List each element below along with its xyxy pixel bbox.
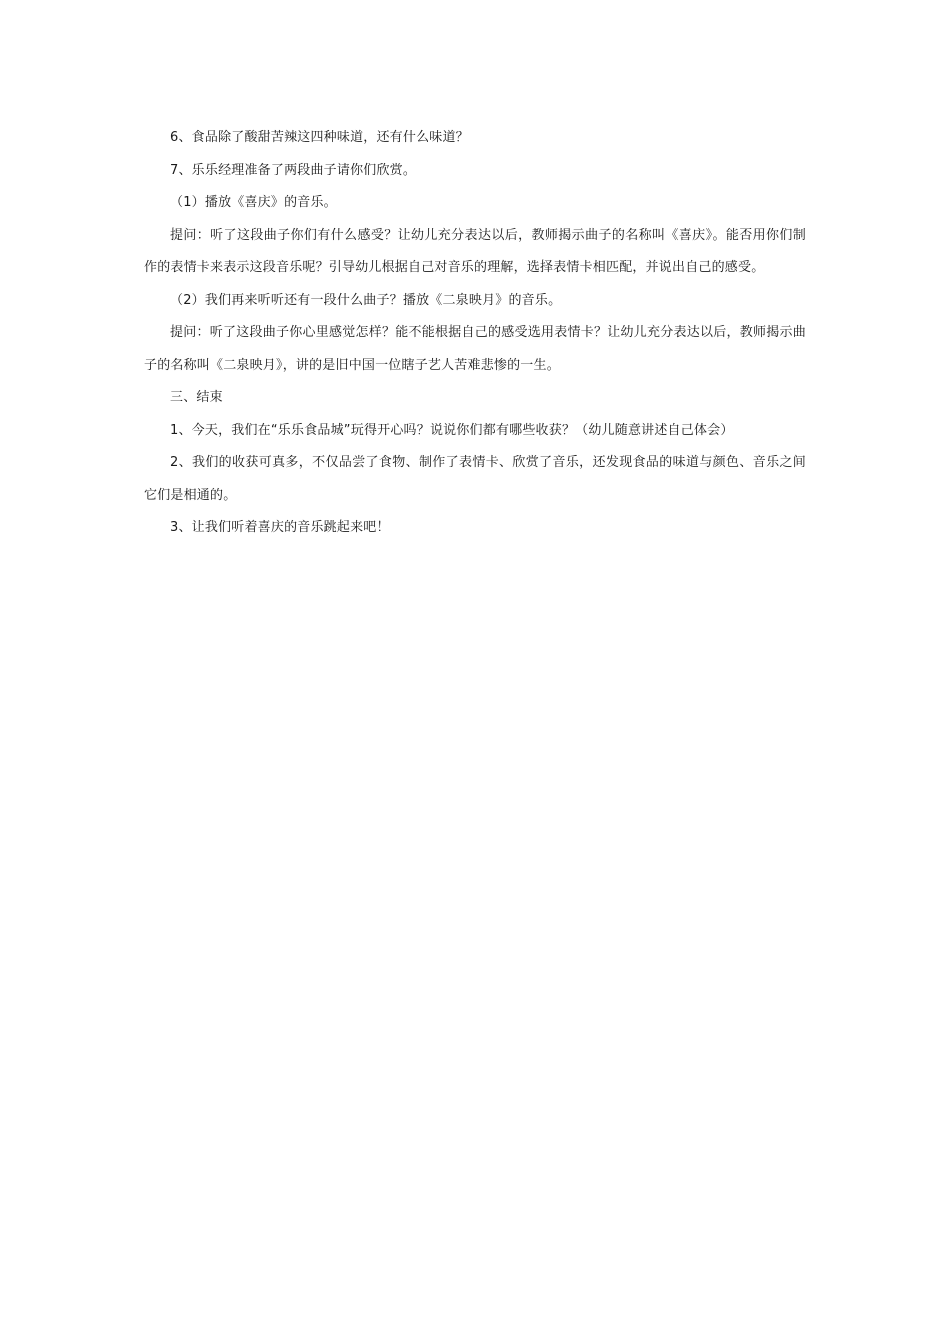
paragraph-ending-1: 1、今天，我们在“乐乐食品城”玩得开心吗？说说你们都有哪些收获？（幼儿随意讲述自己体会） bbox=[170, 422, 734, 438]
section-heading-ending: 三、结束 bbox=[170, 390, 223, 405]
paragraph-sub-2: （2）我们再来听听还有一段什么曲子？播放《二泉映月》的音乐。 bbox=[170, 292, 562, 308]
paragraph-ending-2: 2、我们的收获可真多，不仅品尝了食物、制作了表情卡、欣赏了音乐，还发现食品的味道与颜色、音乐之间它们是相通的。 bbox=[144, 455, 806, 503]
paragraph-item-7: 7、乐乐经理准备了两段曲子请你们欣赏。 bbox=[170, 162, 417, 178]
document-body bbox=[144, 122, 806, 545]
paragraph-sub-1: （1）播放《喜庆》的音乐。 bbox=[170, 195, 337, 210]
paragraph-question-1: 提问：听了这段曲子你们有什么感受？让幼儿充分表达以后，教师揭示曲子的名称叫《喜庆》。能否用你们制作的表情卡来表示这段音乐呢？引导幼儿根据自己对音乐的理解，选择表情卡相匹配，并说出自己的感受。 bbox=[144, 227, 806, 275]
paragraph-item-6: 6、食品除了酸甜苦辣这四种味道，还有什么味道？ bbox=[170, 130, 469, 145]
paragraph-question-2: 提问：听了这段曲子你心里感觉怎样？能不能根据自己的感受选用表情卡？让幼儿充分表达以后，教师揭示曲子的名称叫《二泉映月》，讲的是旧中国一位瞎子艺人苦难悲惨的一生。 bbox=[144, 325, 806, 373]
paragraph-ending-3: 3、让我们听着喜庆的音乐跳起来吧！ bbox=[170, 520, 390, 535]
